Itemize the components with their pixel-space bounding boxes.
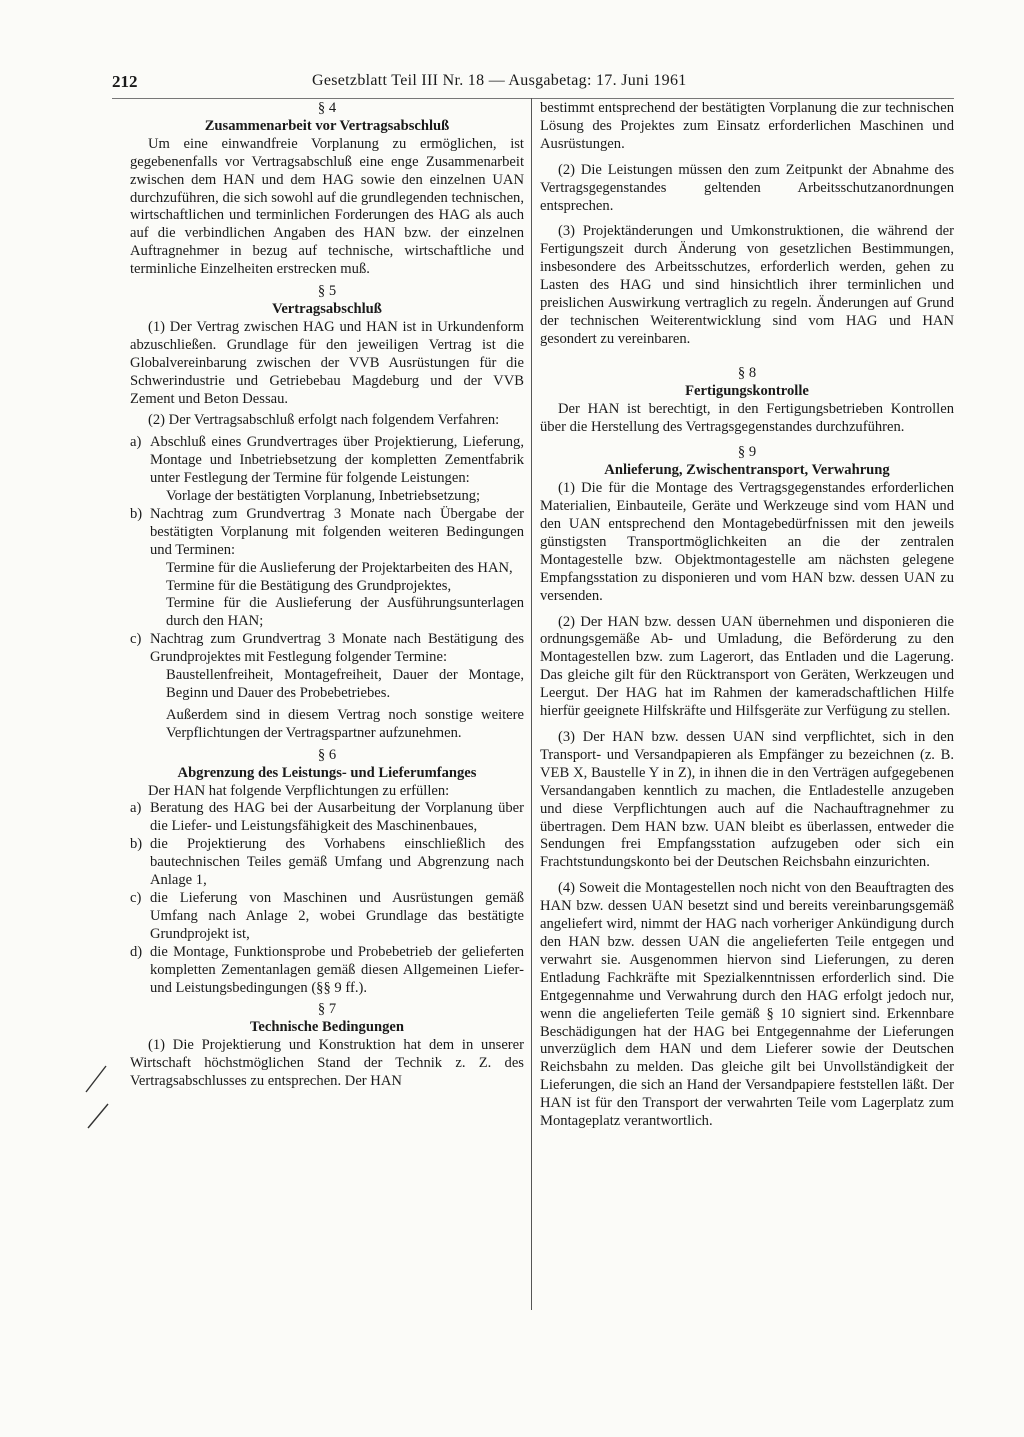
item-label: a)	[130, 800, 142, 817]
pencil-mark-1	[86, 1066, 106, 1092]
section-6-item-c	[130, 890, 524, 944]
item-label: b)	[130, 505, 143, 522]
section-9-para-4: (4) Soweit die Montagestellen noch nicht von den Beauftragten des HAN bzw. dessen UAN besetzt sind und bereits vereinbarungsgemäß angeliefert wird, nimmt der HAG nach vorheriger Ankündigung durch den HAN bzw. dessen UAN die angelieferten Teile entgegen und verwahrt sie. Ausgenommen hiervon sind Lieferungen, zu deren Entladung Fachkräfte mit Spezialkenntnissen erforderlich sind. Die Entgegennahme und Verwahrung durch den HAG erfolgt jedoch nur, wenn die angelieferten Teile gemäß § 10 signiert sind. Erkennbare Beschädigungen hat der HAG bei Entgegennahme der Lieferungen unverzüglich dem HAN und dem Lieferer sowie der Deutschen Reichsbahn zu melden. Das gleiche gilt bei Unvollständigkeit der Lieferungen, die sich an Hand der Versandpapiere feststellen läßt. Der HAN ist für den Transport der verwahrten Teile vom Lagerplatz zum Montageplatz verantwortlich.	[540, 880, 954, 1130]
section-9-para-3: (3) Der HAN bzw. dessen UAN sind verpflichtet, sich in den Transport- und Versandpapieren als Empfänger zu bezeichnen (z. B. VEB X, Baustelle Y in Z), in ihnen die in den Verträgen aufgegebenen Versandangaben kenntlich zu machen, die Entladestelle anzugeben und diese Verpflichtungen auch auf die Nachauftragnehmer zu übertragen. Dem HAN bzw. UAN bleibt es überlassen, entweder die Sendungen frei Empfangsstation aufzugeben oder sich ein Frachtstundungskonto bei der Deutschen Reichsbahn einzurichten.	[540, 729, 954, 871]
section-5-item-b-sub-1: Termine für die Auslieferung der Projektarbeiten des HAN,	[166, 559, 513, 576]
pencil-marks	[80, 1064, 120, 1144]
item-text: die Lieferung von Maschinen und Ausrüstungen gemäß Umfang nach Anlage 2, wobei Grundlage das bestätigte Grundprojekt ist,	[150, 889, 524, 942]
item-text: die Projektierung des Vorhabens einschließlich des bautechnischen Teiles gemäß Umfang und Abgrenzung nach Anlage 1,	[150, 836, 524, 889]
section-5-item-c-sub: Baustellenfreiheit, Montagefreiheit, Dauer der Montage, Beginn und Dauer des Probebetriebes.	[166, 667, 524, 701]
section-7-para-3: (3) Projektänderungen und Umkonstruktionen, die während der Fertigungszeit durch Änderung von gesetzlichen Bestimmungen, insbesondere des Arbeitsschutzes, erforderlich werden, gehen zu Lasten des HAG und sind hinsichtlich ihrer terminlichen und preislichen Auswirkung vertraglich zu regeln. Änderungen auf Grund der technischen Weiterentwicklung sind vom HAG und HAN gesondert zu vereinbaren.	[540, 223, 954, 347]
column-divider	[531, 98, 532, 1310]
item-text: Beratung des HAG bei der Ausarbeitung der Vorplanung über die Liefer- und Leistungsfähigkeit des Maschinenbaues,	[150, 800, 524, 835]
section-9-number: § 9	[737, 444, 757, 461]
section-4-number: § 4	[317, 100, 337, 116]
section-6-item-d	[130, 944, 524, 998]
running-title: Gesetzblatt Teil III Nr. 18 — Ausgabetag: 17. Juni 1961	[312, 72, 687, 89]
section-5-heading: Vertragsabschluß	[272, 300, 382, 317]
section-5-closing: Außerdem sind in diesem Vertrag noch sonstige weitere Verpflichtungen der Vertragspartner aufzunehmen.	[166, 706, 524, 741]
section-5-item-b-sub-2: Termine für die Bestätigung des Grundprojektes,	[166, 577, 452, 594]
section-9-heading: Anlieferung, Zwischentransport, Verwahrung	[604, 462, 890, 479]
header-rule	[112, 98, 954, 99]
section-8-text: Der HAN ist berechtigt, in den Fertigungsbetrieben Kontrollen über die Herstellung des Vertragsgegenstandes durchzuführen.	[540, 400, 954, 435]
page-header	[112, 72, 954, 96]
section-5-item-a-sub: Vorlage der bestätigten Vorplanung, Inbetriebsetzung;	[166, 488, 481, 505]
item-text: Nachtrag zum Grundvertrag 3 Monate nach Bestätigung des Grundprojektes mit Festlegung folgender Termine:	[150, 631, 524, 666]
section-5-item-b-sub-3: Termine für die Auslieferung der Ausführungsunterlagen durch den HAN;	[166, 595, 524, 630]
section-5-para-2: (2) Der Vertragsabschluß erfolgt nach folgendem Verfahren:	[148, 412, 500, 429]
section-7-number: § 7	[317, 1001, 337, 1018]
section-6-item-a	[130, 800, 524, 836]
section-7-para-1-start: (1) Die Projektierung und Konstruktion hat dem in unserer Wirtschaft höchstmöglichen Stand der Technik z. Z. des Vertragsabschlusses zu entsprechen. Der HAN	[130, 1037, 524, 1090]
section-7-para-2: (2) Die Leistungen müssen den zum Zeitpunkt der Abnahme des Vertragsgegenstandes geltenden Arbeitsschutzanordnungen entsprechen.	[540, 161, 954, 214]
item-label: c)	[130, 889, 142, 906]
section-4-text: Um eine einwandfreie Vorplanung zu ermöglichen, ist gegebenenfalls vor Vertragsabschluß eine enge Zusammenarbeit zwischen dem HAN und dem HAG sowie den einzelnen UAN durchzuführen, die sich sowohl auf die grundlegenden technischen, wirtschaftlichen und terminlichen Forderungen des HAG als auch auf die verbindlichen Angaben des HAN bzw. der einzelnen Auftragnehmer in bezug auf technische, wirtschaftliche und terminliche Einzelheiten erstrecken muß.	[130, 135, 524, 278]
item-text: die Montage, Funktionsprobe und Probebetrieb der gelieferten kompletten Zementanlagen gemäß diesen Allgemeinen Liefer- und Leistungsbedingungen (§§ 9 ff.).	[150, 943, 524, 996]
section-4-heading: Zusammenarbeit vor Vertragsabschluß	[204, 117, 450, 134]
left-column	[130, 100, 524, 1091]
section-9-para-1: (1) Die für die Montage des Vertragsgegenstandes erforderlichen Materialien, Einbauteile, Geräte und Werkzeuge sind vom HAN und den UAN entsprechend den Montagebedürfnissen mit den jeweils günstigsten Transportmöglichkeiten an die der zentralen Montagestelle bzw. Objektmontagestelle am nächsten gelegene Empfangsstation zu disponieren und vom HAN bzw. dessen UAN zu versenden.	[540, 480, 954, 604]
section-9-para-2: (2) Der HAN bzw. dessen UAN übernehmen und disponieren die ordnungsgemäße Ab- und Umladung, die Beförderung zu den Montagestellen bzw. zum Lagerort, das Entladen und die Lagerung. Das gleiche gilt für den Rücktransport von Geräten, Werkzeugen und Leergut. Der HAG hat im Rahmen der kameradschaftlichen Hilfe hierfür geeignete Hilfskräfte und Hilfsgeräte zur Verfügung zu stellen.	[540, 613, 954, 720]
section-5-item-b	[130, 506, 524, 560]
item-text: Nachtrag zum Grundvertrag 3 Monate nach Übergabe der bestätigten Vorplanung mit folgenden weiteren Bedingungen und Terminen:	[150, 505, 524, 558]
section-8-heading: Fertigungskontrolle	[685, 382, 809, 399]
item-label: c)	[130, 631, 142, 648]
section-5-item-a	[130, 434, 524, 488]
section-6-intro: Der HAN hat folgende Verpflichtungen zu erfüllen:	[148, 782, 450, 799]
section-5-number: § 5	[317, 283, 337, 300]
pencil-mark-2	[88, 1104, 108, 1128]
section-7-para-1-end: bestimmt entsprechend der bestätigten Vorplanung die zur technischen Lösung des Projektes zum Einsatz erforderlichen Maschinen und Ausrüstungen.	[540, 100, 954, 152]
item-label: a)	[130, 434, 142, 451]
section-5-item-c	[130, 631, 524, 667]
section-5-para-1: (1) Der Vertrag zwischen HAG und HAN ist in Urkundenform abzuschließen. Grundlage für den jeweiligen Vertrag ist die Globalvereinbarung zwischen der VVB Ausrüstungen für die Schwerindustrie und Getriebebau Magdeburg und der VVB Zement und Beton Dessau.	[130, 318, 524, 407]
section-6-heading: Abgrenzung des Leistungs- und Lieferumfanges	[177, 764, 477, 781]
item-text: Abschluß eines Grundvertrages über Projektierung, Lieferung, Montage und Inbetriebsetzung der kompletten Zementfabrik unter Festlegung der Termine für folgende Leistungen:	[150, 434, 524, 487]
section-7-heading: Technische Bedingungen	[250, 1019, 404, 1036]
page-number: 212	[112, 72, 138, 91]
section-6-number: § 6	[317, 746, 337, 763]
right-column	[540, 100, 954, 1131]
section-6-item-b	[130, 836, 524, 890]
section-8-number: § 8	[737, 364, 757, 381]
item-label: d)	[130, 943, 143, 960]
item-label: b)	[130, 836, 143, 853]
